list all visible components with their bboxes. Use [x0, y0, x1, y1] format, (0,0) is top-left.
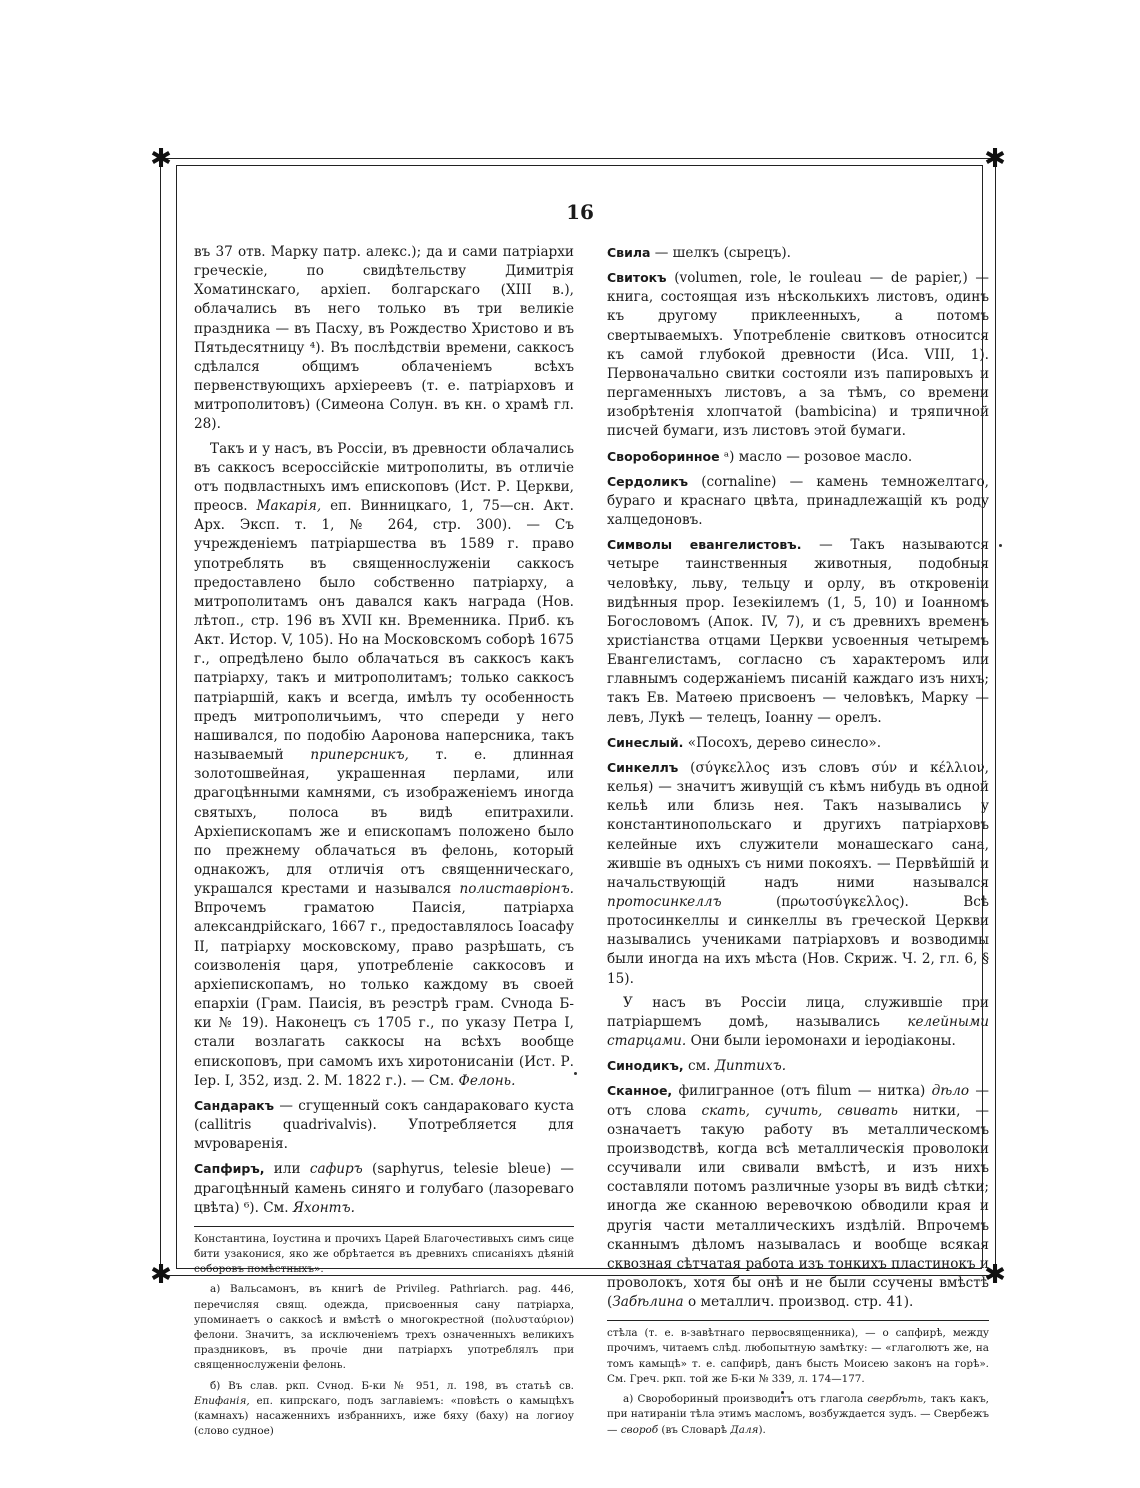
left-column [194, 243, 574, 1444]
print-speck [574, 1072, 577, 1075]
dictionary-entry: Свороборинное ᵃ) масло — розовое масло. [607, 448, 913, 465]
headword: Свитокъ [607, 270, 667, 286]
paragraph: У насъ въ Россіи лица, служившіе при патріаршемъ домѣ, назывались келейными старцами. Они были іеромонахи и іеродіаконы. [607, 994, 989, 1050]
footnote: б) Въ слав. ркп. Сvнод. Б-ки № 951, л. 198, въ статьѣ св. Епифанія, еп. кипрскаго, подъ заглавіемъ: «повѣсть о камыцѣхъ (камнахъ) насаженнихъ избраннихъ, иже бяху (баху) на логиоу (слово судное) [194, 1379, 574, 1438]
headword: Сандаракъ [194, 1097, 275, 1113]
footnote: а) Своробориный производитъ отъ глагола свербѣть, такъ какъ, при натираніи тѣла этимъ масломъ, возбуждается зудъ. — Свербежъ — свороб (въ Словарѣ Даля). [607, 1393, 989, 1436]
frame-left-rule [160, 158, 161, 1275]
corner-ornament-icon: ✱ [150, 1260, 172, 1290]
dictionary-entry: Синодикъ, см. Диптихъ. [607, 1058, 787, 1075]
paragraph: Такъ и у насъ, въ Россіи, въ древности облачались въ саккосъ всероссійскіе митрополиты, въ отличіе отъ подвластныхъ имъ епископовъ (Ист. Р. Церкви, преосв. Макарія, еп. Винницкаго, 1, 75—сн. Акт. Арх. Эксп. т. 1, № 264, стр. 300). — Съ учрежденіемъ патріаршества въ 1589 г. право употреблять въ священнослуженіи саккосъ предоставлено было собственно патріарху, а митрополитамъ онъ давался какъ награда (Нов. лѣтоп., стр. 196 въ XVII кн. Временника. Приб. къ Акт. Истор. V, 105). Но на Московскомъ соборѣ 1675 г., опредѣлено было облачаться въ саккосъ какъ патріарху, такъ и митрополитамъ; только саккосъ патріаршій, какъ и всегда, имѣлъ ту особенность предъ митрополичьимъ, что спереди у него нашивался, по подобію Ааронова наперсника, такъ называемый приперсникъ, т. е. длинная золотошвейная, украшенная перлами, или драгоцѣнными камнями, съ изображеніемъ иногда святыхъ, полоса въ видѣ епитрахили. Архіепископамъ же и епископамъ положено было по прежнему облачаться въ фелонь, который однакожъ, для отличія отъ священническаго, украшался крестами и назывался полиставріонъ. Впрочемъ граматою Паисія, патріарха александрійскаго, 1667 г., предоставлялось Іоасафу II, патріарху московскому, право разрѣшать, съ соизволенія царя, употребленіе саккосовъ и архіепископамъ, но только каждому въ своей епархіи (Грам. Паисія, въ реэстрѣ грам. Сvнода Б-ки № 19). Наконецъ съ 1705 г., по указу Петра I, стали возлагать саккосы на всѣхъ вообще епископовъ, при самомъ ихъ хиротонисаніи (Ист. Р. Іер. I, 352, изд. 2. М. 1822 г.). — См. Фелонь. [194, 440, 575, 1089]
frame-top-rule [160, 158, 995, 159]
footnote: а) Вальсамонъ, въ книгѣ de Privileg. Pathriarch. pag. 446, перечисляя свящ. одежда, присвоенныя сану патріарха, упоминаетъ о саккосѣ и вмѣстѣ о многокрестной (πολυσταύριον) фелони. Значитъ, за исключеніемъ трехъ означенныхъ великихъ праздниковъ, въ прочіе дни патріархъ употреблялъ при священнослуженіи фелонь. [194, 1283, 574, 1372]
paragraph: въ 37 отв. Марку патр. алекс.); да и сами патріархи греческіе, по свидѣтельству Димитрія Хоматинскаго, архіеп. болгарскаго (XIII в.), облачались въ него только въ три великіе праздника — въ Пасху, въ Рождество Христово и въ Пятьдесятницу ⁴). Въ послѣдствіи времени, саккосъ сдѣлался общимъ облаченіемъ всѣхъ первенствующихъ архіереевъ (т. е. патріарховъ и митрополитовъ) (Симеона Солун. въ кн. о храмѣ гл. 28). [194, 244, 574, 433]
footnote: стѣла (т. е. в-завѣтнаго первосвященника), — о сапфирѣ, между прочимъ, читаемъ слѣд. любопытную замѣтку: — «глаголютъ же, на томъ камыцѣ» т. е. сапфирѣ, данъ бысть Моисею законъ на горѣ». См. Греч. ркп. той же Б-ки № 339, л. 174—177. [607, 1327, 989, 1385]
footnote-divider [194, 1226, 574, 1227]
headword: Свила [607, 245, 651, 260]
corner-ornament-icon: ✱ [150, 144, 172, 174]
frame-right-rule [995, 158, 996, 1275]
dictionary-entry: Сканное, филигранное (отъ filum — нитка) дѣло — отъ слова скать, сучить, свивать нитки, — означаетъ такую работу въ металлическомъ производствѣ, когда всѣ металлическія проволоки ссучивали или свивали вмѣстѣ, и изъ нихъ составляли потомъ различные узоры въ видѣ сѣтки; иногда же сканною веревочкою обводили края и другія части металлическихъ издѣлій. Впрочемъ сканнымъ дѣломъ называлась и вообще всякая сквозная сѣтчатая работа изъ тонкихъ пластинокъ и проволокъ, хотя бы онѣ и не были ссучены вмѣстѣ (Забѣлина о металлич. производ. стр. 41). [607, 1083, 990, 1311]
headword: Сапфиръ, [194, 1161, 265, 1177]
page-number: 16 [566, 200, 594, 224]
headword: Синкеллъ [607, 759, 679, 775]
dictionary-entry: Символы евангелистовъ. — Такъ называются четыре таинственныя животныя, подобныя человѣку, льву, тельцу и орлу, въ откровеніи видѣнныя прор. Іезекіилемъ (1, 5, 10) и Іоанномъ Богословомъ (Апок. IV, 7), и съ древнихъ временъ христіанства отцами Церкви усвоенныя четыремъ Евангелистамъ, согласно съ характеромъ или главнымъ содержаніемъ писаній каждаго изъ нихъ; такъ Ев. Матѳею присвоенъ — человѣкъ, Марку — левъ, Лукѣ — телецъ, Іоанну — орелъ. [607, 537, 989, 726]
dictionary-entry: Свитокъ (volumen, role, le rouleau — de papier,) — книга, состоящая изъ нѣсколькихъ листовъ, одинъ къ другому приклеенныхъ, а потомъ свертываемыхъ. Употребленіе свитковъ относится къ самой глубокой древности (Иса. VIII, 1). Первоначально свитки состояли изъ папировыхъ и пергаменныхъ листовъ, а за тѣмъ, со времени изобрѣтенія хлопчатой (bambicina) и тряпичной писчей бумаги, изъ листовъ этой бумаги. [607, 270, 989, 440]
right-column [607, 243, 989, 1443]
frame-top-rule-inner [176, 165, 982, 166]
dictionary-entry: Синкеллъ (σύγκελλος изъ словъ σύν и κέλλιον, келья) — значитъ живущій съ кѣмъ нибудь въ одной кельѣ или близь нея. Такъ назывались у константинопольскаго и другихъ патріарховъ келейные ихъ служители монашескаго сана, жившіе въ одныхъ съ ними покояхъ. — Первѣйшій и начальствующій надъ ними назывался протосинкеллъ (πρωτοσύγκελλος). Всѣ протосинкеллы и синкеллы въ греческой Церкви назывались учениками патріарховъ и возводимы были иногда на ихъ мѣста (Нов. Скриж. Ч. 2, гл. 6, § 15). [607, 759, 989, 987]
corner-ornament-icon: ✱ [984, 144, 1006, 174]
footnote-divider [607, 1320, 989, 1321]
print-speck [999, 544, 1002, 547]
dictionary-entry: Свила — шелкъ (сырецъ). [607, 245, 791, 261]
frame-left-rule-inner [176, 165, 177, 1268]
headword: Свороборинное [607, 448, 720, 464]
headword: Синеслый. [607, 734, 684, 750]
headword: Символы евангелистовъ. [607, 537, 802, 553]
dictionary-entry: Сердоликъ (cornaline) — камень темножелтаго, бураго и краснаго цвѣта, принадлежащій къ роду халцедоновъ. [607, 473, 989, 529]
dictionary-entry: Сандаракъ — сгущенный сокъ сандараковаго куста (callitris quadrivalvis). Употребляется для мvроваренія. [194, 1097, 574, 1153]
dictionary-entry: Синеслый. «Посохъ, дерево синесло». [607, 734, 882, 751]
headword: Сканное, [607, 1083, 673, 1099]
dictionary-entry: Сапфиръ, или сафиръ (saphyrus, telesie bleue) — драгоцѣнный камень синяго и голубаго (лазореваго цвѣта) ⁶). См. Яхонтъ. [194, 1161, 575, 1216]
headword: Синодикъ, [607, 1058, 684, 1074]
footnote: Константина, Іоустина и прочихъ Царей Благочестивыхъ симъ сице бити узаконися, яко же обрѣтается въ древнихъ списаніяхъ дѣяній соборовъ помѣстныхъ». [194, 1232, 574, 1276]
corner-ornament-icon: ✱ [984, 1260, 1006, 1290]
headword: Сердоликъ [607, 473, 689, 489]
